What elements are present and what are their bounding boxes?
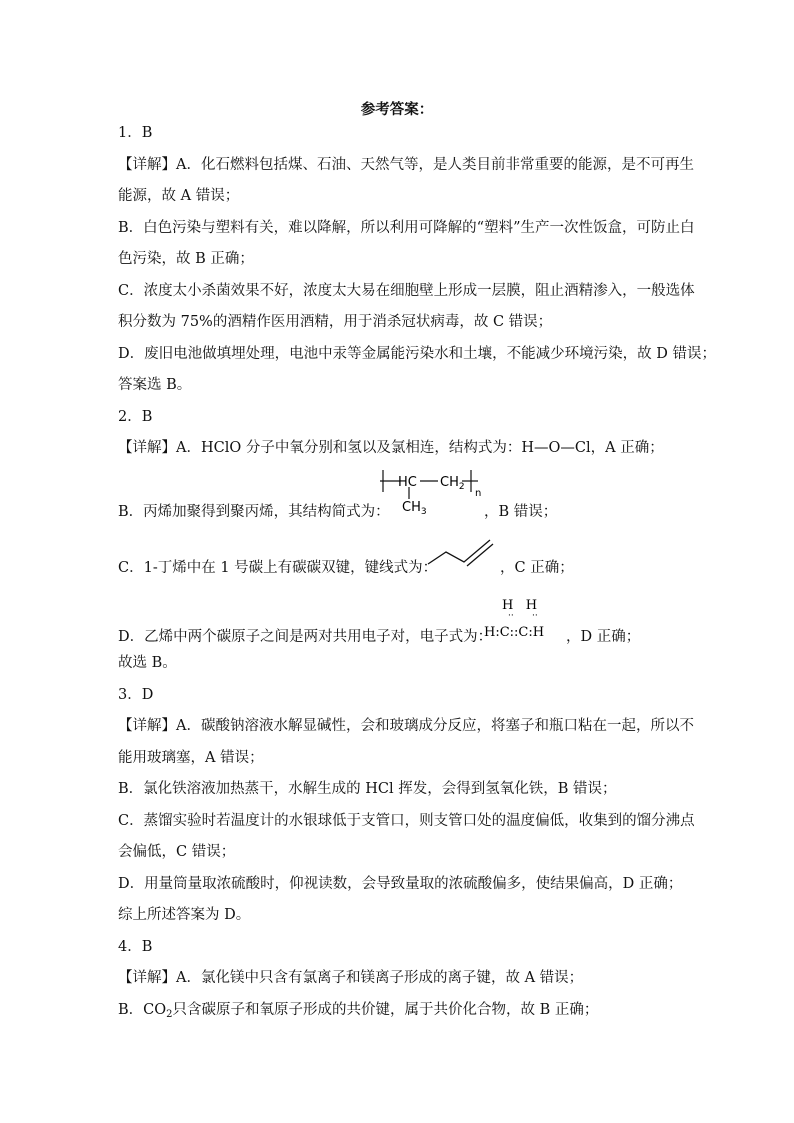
polypropylene-structure xyxy=(378,468,488,517)
q2-line-b xyxy=(118,502,390,522)
q2-number: 2．B xyxy=(118,409,153,425)
q2-line-b-text: B．丙烯加聚得到聚丙烯，其结构简式为： xyxy=(118,504,390,520)
q1-line: B．白色污染与塑料有关，难以降解，所以利用可降解的“塑料”生产一次性饭盒，可防止白 xyxy=(118,220,695,236)
polymer-n: n xyxy=(475,488,482,499)
q4-number: 4．B xyxy=(118,939,153,955)
q3-number: 3．D xyxy=(118,687,154,703)
q3-line: 综上所述答案为 D。 xyxy=(118,907,251,923)
q3-line: C．蒸馏实验时若温度计的水银球低于支管口，则支管口处的温度偏低，收集到的馏分沸点 xyxy=(118,813,695,829)
q3-line: 能用玻璃塞，A 错误； xyxy=(118,750,264,766)
q2-line-d-end: ，D 正确； xyxy=(566,629,641,645)
q2-line-c: C．1-丁烯中在 1 号碳上有碳碳双键，键线式为： xyxy=(118,560,438,576)
q1-line: C．浓度太小杀菌效果不好，浓度太大易在细胞壁上形成一层膜，阻止酒精渗入，一般选体 xyxy=(118,283,695,299)
q1-number: 1．B xyxy=(118,125,153,141)
q3-line: B．氯化铁溶液加热蒸干，水解生成的 HCl 挥发，会得到氢氧化铁，B 错误； xyxy=(118,781,617,797)
polymer-hc: HC xyxy=(398,475,417,490)
q3-line: 【详解】A．碳酸钠溶液水解显碱性，会和玻璃成分反应，将塞子和瓶口粘在一起，所以不 xyxy=(118,718,694,734)
q1-line: 答案选 B。 xyxy=(118,377,192,393)
butene-svg xyxy=(426,534,498,568)
q1-line: 色污染，故 B 正确； xyxy=(118,251,254,267)
q4-line-a: 【详解】A．氯化镁中只含有氯离子和镁离子形成的离子键，故 A 错误； xyxy=(118,970,584,986)
polymer-ch2: $CH_2$ xyxy=(440,475,465,492)
page-title: 参考答案： xyxy=(360,101,434,118)
svg-text:··: ·· xyxy=(508,611,514,621)
q1-line: 积分数为 75%的酒精作医用酒精，用于消杀冠状病毒，故 C 错误； xyxy=(118,314,553,330)
q2-line-d-text: D．乙烯中两个碳原子之间是两对共用电子对，电子式为： xyxy=(118,629,493,645)
q2-line-a: 【详解】A．HClO 分子中氧分别和氢以及氯相连，结构式为：H—O—Cl，A 正确； xyxy=(118,440,664,456)
q2-line-b-end: ，B 错误； xyxy=(484,504,558,520)
q2-line-end: 故选 B。 xyxy=(118,655,177,671)
polymer-ch3: $CH_3$ xyxy=(402,500,427,517)
electron-top-h: H H xyxy=(502,598,538,613)
polypropylene-svg xyxy=(378,468,488,517)
q2-line-d xyxy=(118,627,492,647)
svg-text:··: ·· xyxy=(532,611,538,621)
q1-line: 【详解】A．化石燃料包括煤、石油、天然气等，是人类目前非常重要的能源，是不可再生 xyxy=(118,157,694,173)
q1-line: D．废旧电池做填埋处理，电池中汞等金属能污染水和土壤，不能减少环境污染，故 D 错误； xyxy=(118,346,716,362)
electron-formula: H:C::C:H xyxy=(484,625,545,640)
butene-skeletal-formula xyxy=(426,534,498,568)
ethylene-electron-formula xyxy=(484,597,564,643)
q3-line: 会偏低，C 错误； xyxy=(118,844,236,860)
q4-line-b: B．$CO_2$只含碳原子和氧原子形成的共价键，属于共价化合物，故 B 正确； xyxy=(118,1002,599,1020)
q3-line: D．用量筒量取浓硫酸时，仰视读数，会导致量取的浓硫酸偏多，使结果偏高，D 正确； xyxy=(118,876,683,892)
q1-line: 能源，故 A 错误； xyxy=(118,188,240,204)
ethylene-svg xyxy=(484,597,564,643)
q2-line-c-end: ，C 正确； xyxy=(500,560,574,576)
